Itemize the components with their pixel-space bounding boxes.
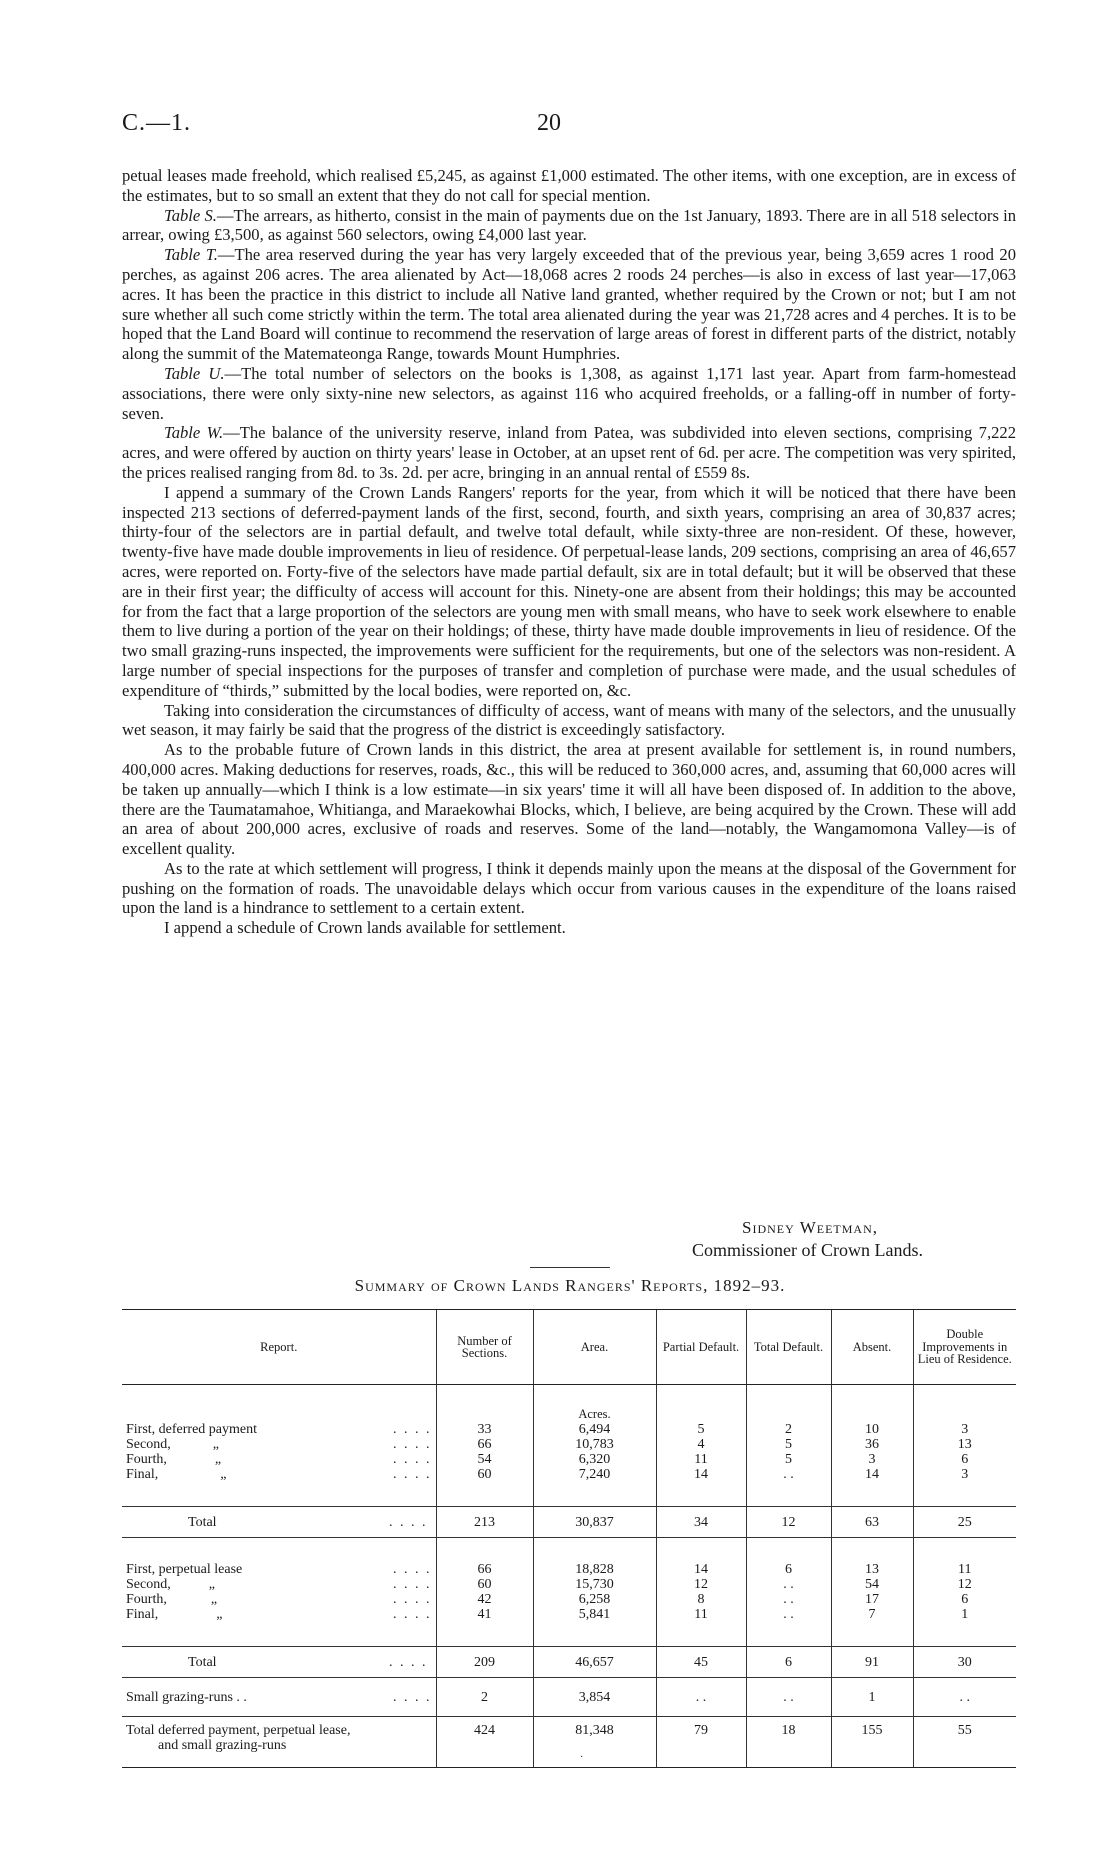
table-row xyxy=(122,1678,1016,1717)
leader-dots: . . . . xyxy=(389,1514,428,1530)
grand-total-row xyxy=(122,1717,1016,1768)
table-t-text: —The area reserved during the year has very largely exceeded that of the previous year, being 3,659 acres 1 rood 20 perches, as against 206 acres. The area alienated by Act—18,068 acres 2 roods 24 perches—is also in excess of last year—17,063 acres. It has been the practice in this district to include all Native land granted, whether required by the Crown or not; but I am not sure whether all such come strictly within the term. The total area alienated during the year was 21,728 acres and 4 perches. It is to be hoped that the Land Board will continue to recommend the reservation of large areas of forest in different parts of the district, notably along the summit of the Matemateonga Range, towards Mount Humphries. xyxy=(122,245,1016,364)
cell-sections: 54 xyxy=(436,1452,533,1467)
cell-total-default: . . xyxy=(746,1467,831,1482)
paragraph-schedule: I append a schedule of Crown lands available for settlement. xyxy=(164,918,566,938)
cell-area: 6,320 xyxy=(533,1452,656,1467)
cell-double: 11 xyxy=(913,1562,1016,1577)
cell-partial: 34 xyxy=(656,1507,746,1538)
units-row xyxy=(122,1385,1016,1423)
cell-total-default: . . xyxy=(746,1592,831,1607)
paragraph-progress: Taking into consideration the circumstances of difficulty of access, want of means with many of the selectors, and the unusually wet season, it may fairly be said that the progress of the district is exceedingly satisfactory. xyxy=(122,700,1016,740)
header-double-improvements: Double Improvements in Lieu of Residence. xyxy=(913,1310,1016,1385)
cell-partial: 11 xyxy=(656,1607,746,1622)
header-partial-default: Partial Default. xyxy=(656,1310,746,1385)
row-label: Final, xyxy=(126,1607,159,1622)
paragraph-rangers-summary: I append a summary of the Crown Lands Rangers' reports for the year, from which it will be noticed that there have been inspected 213 sections of deferred-payment lands of the first, second, fourth, and sixth years, comprising an area of 30,837 acres; thirty-four of the selectors are in partial default, and twelve total default, while sixty-three are non-resident. Of these, however, twenty-five have made double improvements in lieu of residence. Of perpetual-lease lands, 209 sections, comprising an area of 46,657 acres, were reported on. Forty-five of the selectors have made partial default, six are in total default; but it will be observed that these are in their first year; the difficulty of access will account for this. Ninety-one are absent from their holdings; this may be accounted for from the fact that a large proportion of the selectors are young men with small means, who have to seek work elsewhere to enable them to live during a portion of the year on their holdings; of these, thirty have made double improvements in lieu of residence. Of the two small grazing-runs inspected, the improvements were sufficient for the requirements, but one of the selectors was non-resident. A large number of special inspections for the purposes of transfer and completion of purchase were made, and the usual schedules of expenditure of “thirds,” submitted by the local bodies, were reported on, &c. xyxy=(122,482,1016,700)
ditto-mark: „ xyxy=(212,1437,219,1452)
leader-dots: . . . . xyxy=(393,1452,432,1467)
cell-partial: 5 xyxy=(656,1422,746,1437)
row-label-continued: and small grazing-runs xyxy=(158,1738,287,1753)
subtotal-row xyxy=(122,1647,1016,1678)
cell-sections: 42 xyxy=(436,1592,533,1607)
table-u-text: —The total number of selectors on the books is 1,308, as against 1,171 last year. Apart from farm-homestead associations, there were only sixty-nine new selectors, as against 116 who acquired freeholds, or a falling-off in number of forty-seven. xyxy=(122,363,1016,423)
table-s-text: —The arrears, as hitherto, consist in the main of payments due on the 1st January, 1893. There are in all 518 selectors in arrear, owing £3,500, as against 560 selectors, owing £4,000 last year. xyxy=(122,205,1016,245)
cell-area: 15,730 xyxy=(533,1577,656,1592)
cell-double: 55 xyxy=(913,1717,1016,1768)
cell-sections: 33 xyxy=(436,1422,533,1437)
cell-sections: 66 xyxy=(436,1437,533,1452)
table-s-label: Table S. xyxy=(164,205,217,225)
row-label: First, deferred payment xyxy=(126,1422,258,1437)
row-label: Small grazing-runs . . xyxy=(126,1689,247,1705)
table-u-label: Table U. xyxy=(164,363,225,383)
cell-total-default: 2 xyxy=(746,1422,831,1437)
paragraph-table-u xyxy=(122,364,1016,423)
page-number: 20 xyxy=(537,110,561,136)
cell-absent: 10 xyxy=(831,1422,913,1437)
cell-double: 25 xyxy=(913,1507,1016,1538)
cell-double: 30 xyxy=(913,1647,1016,1678)
cell-area: 6,494 xyxy=(533,1422,656,1437)
rangers-summary-table xyxy=(122,1309,1016,1768)
cell-area: 5,841 xyxy=(533,1607,656,1622)
leader-dots: . . . . xyxy=(393,1577,432,1592)
cell-double: 13 xyxy=(913,1437,1016,1452)
cell-absent: 155 xyxy=(831,1717,913,1768)
row-label: Total xyxy=(188,1654,217,1670)
cell-total-default: 5 xyxy=(746,1437,831,1452)
row-label: Fourth, xyxy=(126,1452,167,1467)
cell-total-default: . . xyxy=(746,1678,831,1717)
cell-sections: 2 xyxy=(436,1678,533,1717)
cell-double: 1 xyxy=(913,1607,1016,1622)
table-t-label: Table T. xyxy=(164,245,218,265)
cell-partial: 45 xyxy=(656,1647,746,1678)
cell-area: 7,240 xyxy=(533,1467,656,1482)
cell-area: 18,828 xyxy=(533,1562,656,1577)
cell-sections: 60 xyxy=(436,1577,533,1592)
leader-dots: . . . . xyxy=(393,1592,432,1607)
ditto-mark: „ xyxy=(208,1577,215,1592)
table-row xyxy=(122,1437,1016,1452)
header-absent: Absent. xyxy=(831,1310,913,1385)
cell-sections: 209 xyxy=(436,1647,533,1678)
table-row xyxy=(122,1592,1016,1607)
leader-dots: . . . . xyxy=(393,1467,432,1482)
leader-dots: . . . . xyxy=(393,1562,432,1577)
header-report: Report. xyxy=(122,1310,436,1385)
cell-partial: 14 xyxy=(656,1562,746,1577)
document-reference: C.—1. xyxy=(122,110,192,136)
paragraph-table-s xyxy=(122,206,1016,246)
ditto-mark: „ xyxy=(214,1452,222,1467)
area-unit: Acres. xyxy=(533,1385,656,1423)
row-label: First, perpetual lease xyxy=(126,1562,243,1577)
cell-absent: 3 xyxy=(831,1452,913,1467)
row-label: Second, xyxy=(126,1437,171,1452)
table-row xyxy=(122,1452,1016,1467)
cell-total-default: 6 xyxy=(746,1562,831,1577)
table-row xyxy=(122,1577,1016,1592)
leader-dots: . . . . xyxy=(389,1654,428,1670)
leader-dots: . . . . xyxy=(393,1689,432,1705)
cell-partial: 12 xyxy=(656,1577,746,1592)
cell-double: 3 xyxy=(913,1422,1016,1437)
cell-total-default: 12 xyxy=(746,1507,831,1538)
cell-absent: 1 xyxy=(831,1678,913,1717)
table-title: Summary of Crown Lands Rangers' Reports, 1892–93. xyxy=(354,1276,786,1295)
cell-absent: 54 xyxy=(831,1577,913,1592)
paragraph-settlement-rate: As to the rate at which settlement will progress, I think it depends mainly upon the means at the disposal of the Government for pushing on the formation of roads. The unavoidable delays which occur from various causes in the expenditure of the loans raised upon the land is a hindrance to settlement to a certain extent. xyxy=(122,858,1016,918)
cell-partial: . . xyxy=(656,1678,746,1717)
leader-dots: . . . . xyxy=(393,1422,432,1437)
ditto-mark: „ xyxy=(220,1467,227,1482)
cell-partial: 11 xyxy=(656,1452,746,1467)
ditto-mark: „ xyxy=(216,1607,223,1622)
cell-partial: 79 xyxy=(656,1717,746,1768)
cell-sections: 41 xyxy=(436,1607,533,1622)
cell-sections: 66 xyxy=(436,1562,533,1577)
paragraph-table-w xyxy=(122,423,1016,482)
footer-dot: · xyxy=(580,1752,584,1763)
ditto-mark: „ xyxy=(210,1592,218,1607)
cell-area: 81,348 xyxy=(533,1717,656,1768)
cell-area: 30,837 xyxy=(533,1507,656,1538)
cell-sections: 60 xyxy=(436,1467,533,1482)
cell-area: 10,783 xyxy=(533,1437,656,1452)
paragraph-table-t xyxy=(122,245,1016,364)
table-row xyxy=(122,1562,1016,1577)
header-total-default: Total Default. xyxy=(746,1310,831,1385)
header-area: Area. xyxy=(533,1310,656,1385)
row-label: Total xyxy=(188,1514,217,1530)
cell-absent: 14 xyxy=(831,1467,913,1482)
table-row xyxy=(122,1467,1016,1482)
cell-total-default: . . xyxy=(746,1577,831,1592)
cell-partial: 14 xyxy=(656,1467,746,1482)
cell-absent: 7 xyxy=(831,1607,913,1622)
leader-dots: . . . . xyxy=(393,1607,432,1622)
subtotal-row xyxy=(122,1507,1016,1538)
cell-area: 6,258 xyxy=(533,1592,656,1607)
cell-absent: 63 xyxy=(831,1507,913,1538)
table-row xyxy=(122,1607,1016,1622)
cell-double: . . xyxy=(913,1678,1016,1717)
report-body xyxy=(122,166,1016,938)
header-sections: Number of Sections. xyxy=(436,1310,533,1385)
cell-absent: 36 xyxy=(831,1437,913,1452)
cell-sections: 424 xyxy=(436,1717,533,1768)
row-label: Fourth, xyxy=(126,1592,167,1607)
cell-sections: 213 xyxy=(436,1507,533,1538)
row-label: Final, xyxy=(126,1467,159,1482)
table-row xyxy=(122,1422,1016,1437)
cell-total-default: 18 xyxy=(746,1717,831,1768)
table-header-row xyxy=(122,1310,1016,1385)
cell-absent: 13 xyxy=(831,1562,913,1577)
cell-total-default: . . xyxy=(746,1607,831,1622)
table-w-text: —The balance of the university reserve, inland from Patea, was subdivided into eleven sections, comprising 7,222 acres, and were offered by auction on thirty years' lease in October, at an upset rent of 6d. per acre. The competition was very spirited, the prices realised ranging from 8d. to 3s. 2d. per acre, bringing in an annual rental of £559 8s. xyxy=(122,423,1016,482)
signatory-title: Commissioner of Crown Lands. xyxy=(692,1240,923,1260)
table-w-label: Table W. xyxy=(164,423,224,443)
cell-double: 6 xyxy=(913,1592,1016,1607)
paragraph-future: As to the probable future of Crown lands in this district, the area at present available for settlement is, in round numbers, 400,000 acres. Making deductions for reserves, roads, &c., this will be reduced to 360,000 acres, and, assuming that 60,000 acres will be taken up annually—which I think is a low estimate—in six years' time it will all have been disposed of. In addition to the above, there are the Taumatamahoe, Whitianga, and Maraekowhai Blocks, which, I believe, are being acquired by the Crown. These will add an area of about 200,000 acres, exclusive of roads and reserves. Some of the land—notably, the Wangamomona Valley—is of excellent quality. xyxy=(122,740,1016,859)
cell-absent: 17 xyxy=(831,1592,913,1607)
cell-total-default: 6 xyxy=(746,1647,831,1678)
section-divider xyxy=(530,1267,610,1268)
cell-partial: 4 xyxy=(656,1437,746,1452)
signatory-name: Sidney Weetman, xyxy=(742,1218,879,1237)
cell-area: 46,657 xyxy=(533,1647,656,1678)
row-label: Total deferred payment, perpetual lease, xyxy=(126,1723,351,1738)
cell-area: 3,854 xyxy=(533,1678,656,1717)
cell-absent: 91 xyxy=(831,1647,913,1678)
cell-double: 6 xyxy=(913,1452,1016,1467)
paragraph-1: petual leases made freehold, which realised £5,245, as against £1,000 estimated. The other items, with one exception, are in excess of the estimates, but to so small an extent that they do not call for special mention. xyxy=(122,166,1016,205)
cell-partial: 8 xyxy=(656,1592,746,1607)
cell-total-default: 5 xyxy=(746,1452,831,1467)
cell-double: 3 xyxy=(913,1467,1016,1482)
row-label: Second, xyxy=(126,1577,171,1592)
leader-dots: . . . . xyxy=(393,1437,432,1452)
cell-double: 12 xyxy=(913,1577,1016,1592)
